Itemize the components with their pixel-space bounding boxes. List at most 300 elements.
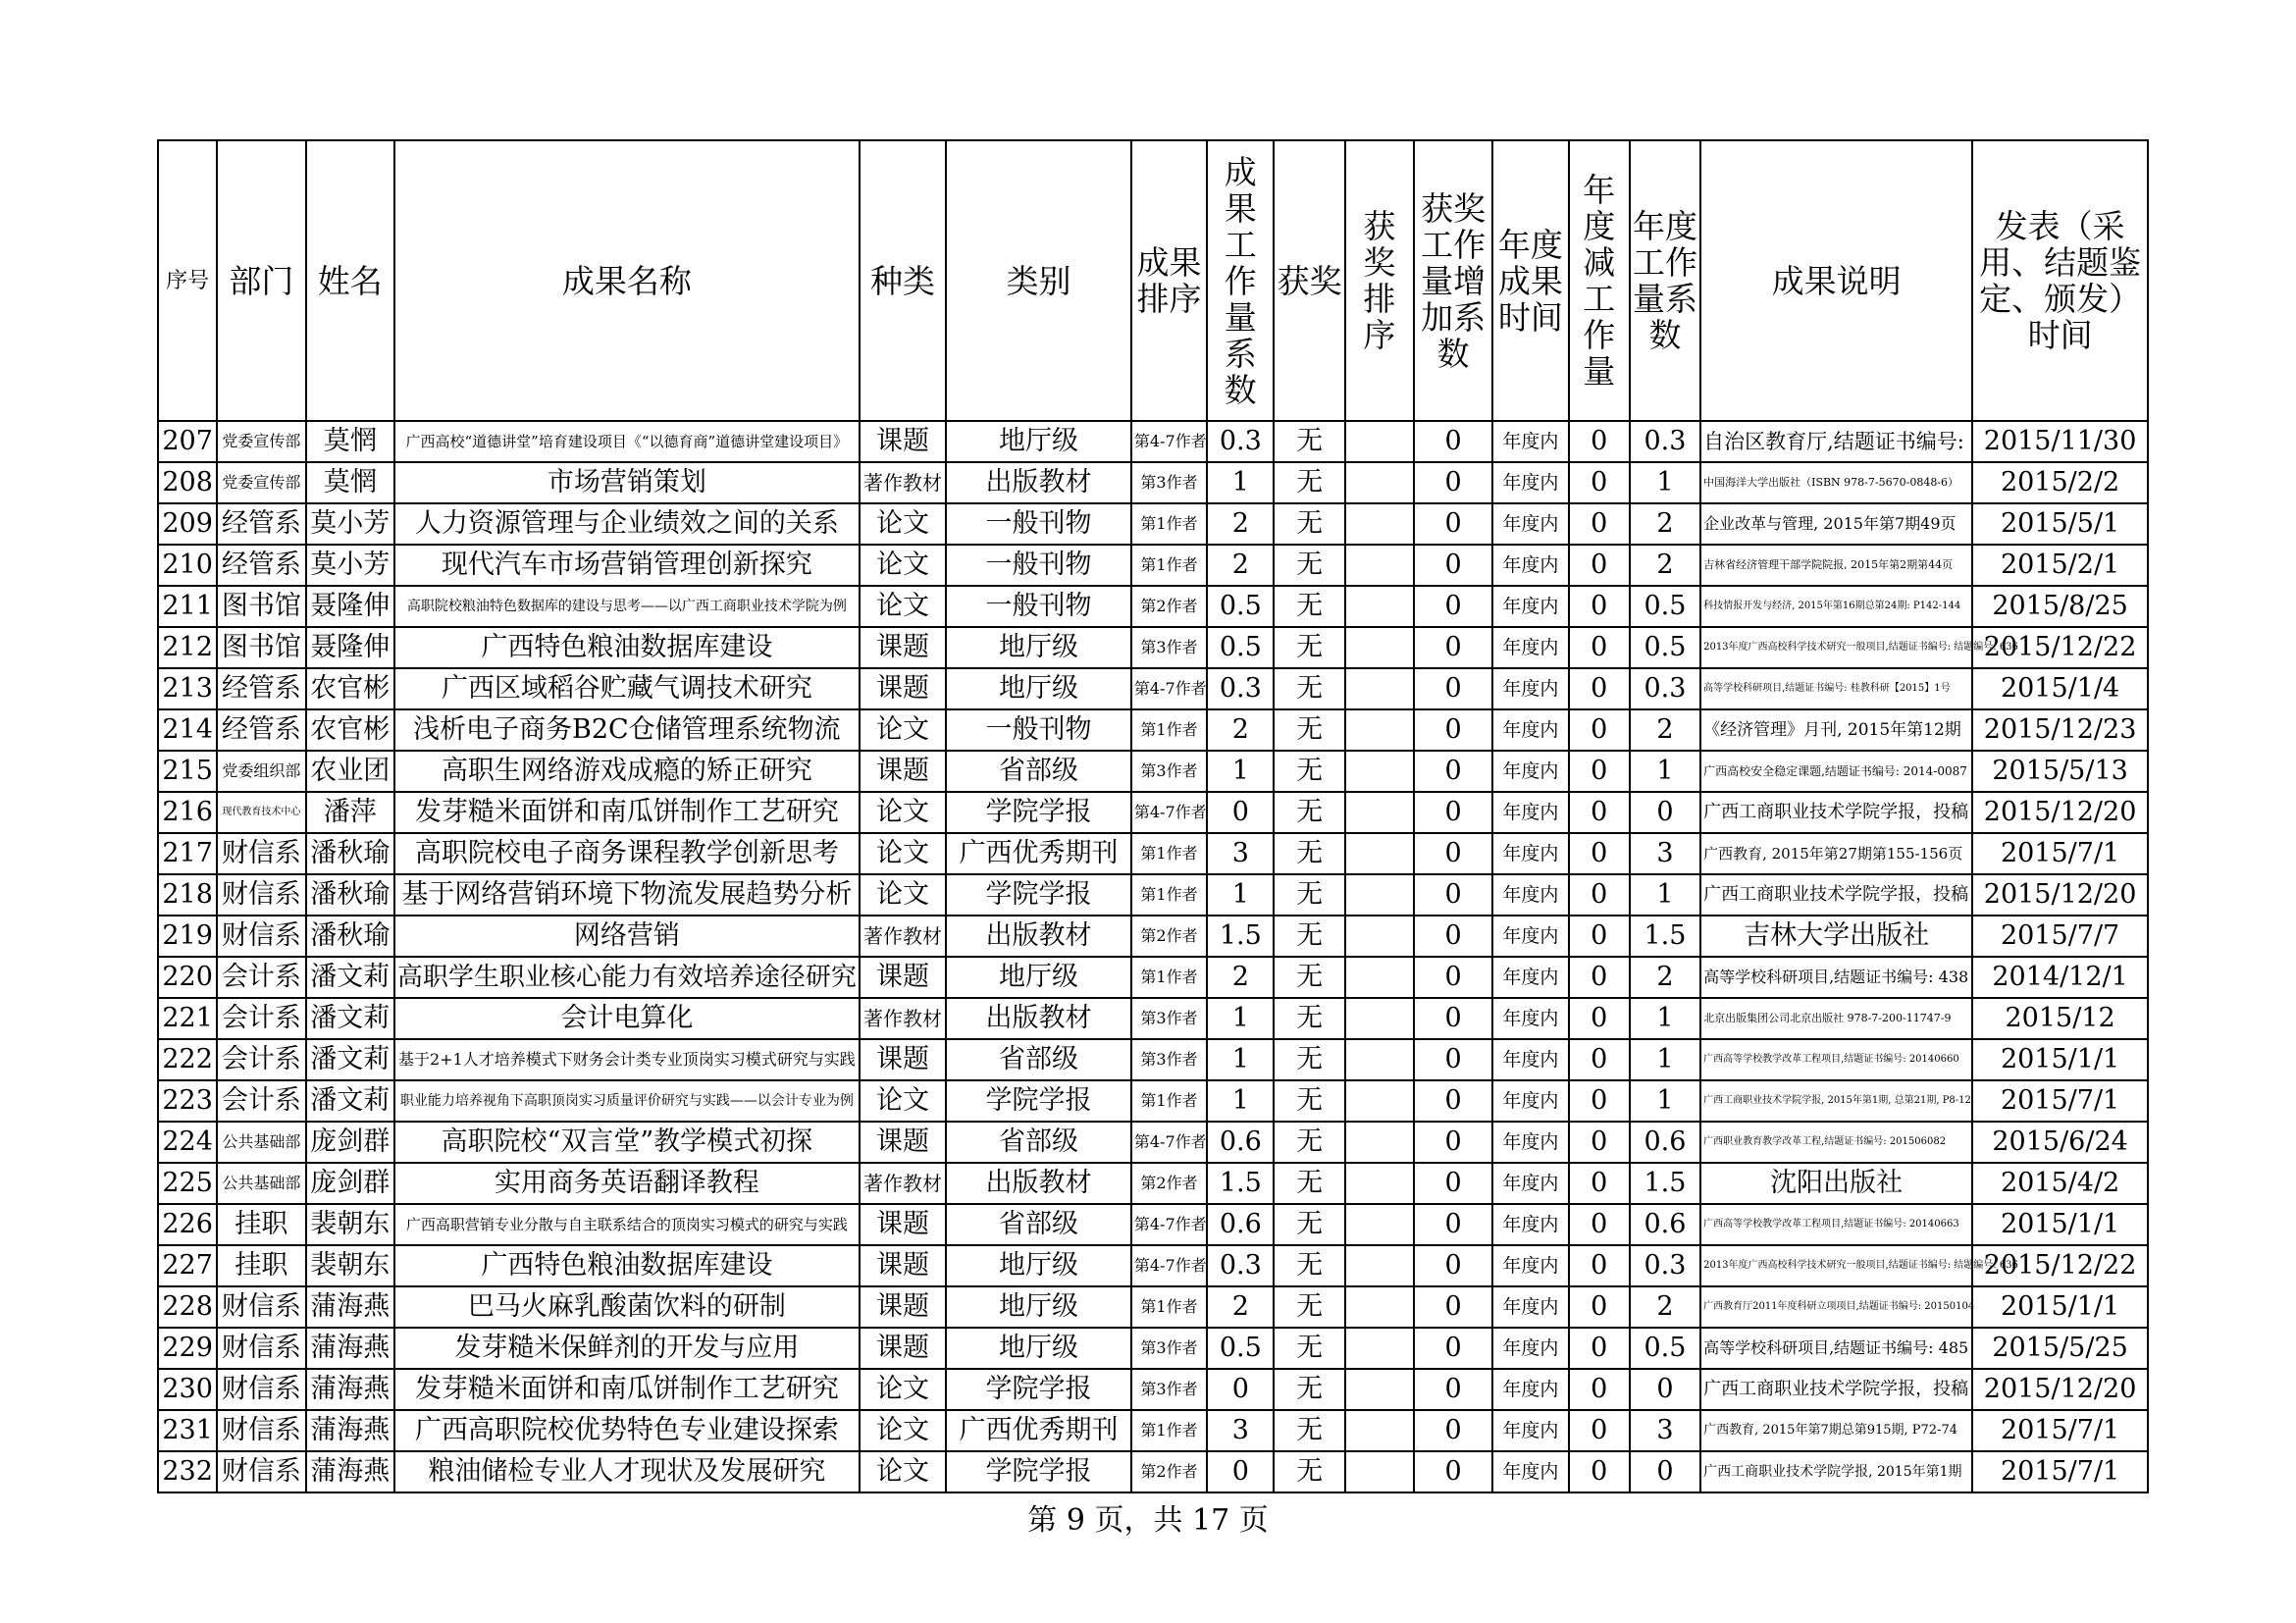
- header-kind: 种类: [860, 140, 946, 421]
- cell-reduce: 0: [1569, 1080, 1630, 1122]
- cell-seq: 228: [158, 1286, 217, 1328]
- cell-category: 地厅级: [946, 1286, 1131, 1328]
- cell-dept: 党委组织部: [217, 751, 305, 792]
- cell-award: 无: [1274, 503, 1344, 545]
- cell-year-time: 年度内: [1492, 462, 1568, 503]
- cell-year-coef: 2: [1630, 545, 1700, 586]
- table-row: [158, 833, 2148, 874]
- cell-rank: 第3作者: [1131, 1328, 1207, 1369]
- cell-rank: 第3作者: [1131, 627, 1207, 668]
- cell-year-coef: 3: [1630, 833, 1700, 874]
- cell-award-coef: 0: [1414, 1122, 1492, 1163]
- cell-coef: 1: [1207, 462, 1274, 503]
- cell-award: 无: [1274, 833, 1344, 874]
- cell-name: 潘文莉: [306, 1039, 394, 1080]
- cell-award-rank: [1345, 1080, 1414, 1122]
- cell-coef: 1.5: [1207, 916, 1274, 957]
- cell-dept: 财信系: [217, 1328, 305, 1369]
- cell-category: 一般刊物: [946, 503, 1131, 545]
- cell-reduce: 0: [1569, 1245, 1630, 1286]
- cell-desc: 2013年度广西高校科学技术研究一般项目,结题证书编号: 结题编号: 636: [1700, 627, 1972, 668]
- cell-pub-time: 2015/6/24: [1972, 1122, 2148, 1163]
- cell-category: 出版教材: [946, 1163, 1131, 1204]
- cell-year-time: 年度内: [1492, 421, 1568, 462]
- page-footer: 第 9 页，共 17 页: [1027, 1503, 1269, 1538]
- cell-year-time: 年度内: [1492, 916, 1568, 957]
- cell-year-time: 年度内: [1492, 874, 1568, 916]
- cell-rank: 第1作者: [1131, 545, 1207, 586]
- cell-award: 无: [1274, 1080, 1344, 1122]
- cell-reduce: 0: [1569, 586, 1630, 627]
- cell-desc: 企业改革与管理, 2015年第7期49页: [1700, 503, 1972, 545]
- cell-title: 广西高职院校优势特色专业建设探索: [394, 1410, 860, 1451]
- cell-rank: 第4-7作者: [1131, 668, 1207, 709]
- cell-dept: 现代教育技术中心: [217, 792, 305, 833]
- cell-award-coef: 0: [1414, 421, 1492, 462]
- header-title: 成果名称: [394, 140, 860, 421]
- cell-reduce: 0: [1569, 957, 1630, 998]
- cell-rank: 第3作者: [1131, 1369, 1207, 1410]
- cell-award: 无: [1274, 916, 1344, 957]
- cell-rank: 第2作者: [1131, 1163, 1207, 1204]
- table-row: [158, 751, 2148, 792]
- cell-reduce: 0: [1569, 1286, 1630, 1328]
- table-row: [158, 916, 2148, 957]
- cell-dept: 财信系: [217, 1286, 305, 1328]
- cell-desc: 《经济管理》月刊, 2015年第12期: [1700, 709, 1972, 751]
- cell-name: 庞剑群: [306, 1163, 394, 1204]
- cell-pub-time: 2015/1/1: [1972, 1204, 2148, 1245]
- header-dept: 部门: [217, 140, 305, 421]
- cell-pub-time: 2015/1/1: [1972, 1286, 2148, 1328]
- cell-seq: 226: [158, 1204, 217, 1245]
- cell-reduce: 0: [1569, 1039, 1630, 1080]
- header-award: 获奖: [1274, 140, 1344, 421]
- cell-rank: 第1作者: [1131, 957, 1207, 998]
- cell-award: 无: [1274, 957, 1344, 998]
- cell-award-coef: 0: [1414, 998, 1492, 1039]
- cell-award-rank: [1345, 668, 1414, 709]
- achievements-table: [157, 139, 2149, 1493]
- cell-category: 省部级: [946, 1204, 1131, 1245]
- cell-year-time: 年度内: [1492, 586, 1568, 627]
- cell-seq: 220: [158, 957, 217, 998]
- cell-seq: 216: [158, 792, 217, 833]
- cell-reduce: 0: [1569, 1163, 1630, 1204]
- cell-award: 无: [1274, 874, 1344, 916]
- cell-award-coef: 0: [1414, 627, 1492, 668]
- cell-kind: 论文: [860, 1410, 946, 1451]
- cell-category: 省部级: [946, 1039, 1131, 1080]
- cell-category: 学院学报: [946, 1080, 1131, 1122]
- cell-dept: 挂职: [217, 1204, 305, 1245]
- cell-category: 广西优秀期刊: [946, 833, 1131, 874]
- cell-kind: 论文: [860, 1451, 946, 1492]
- cell-award: 无: [1274, 751, 1344, 792]
- cell-desc: 广西工商职业技术学院学报, 2015年第1期, 总第21期, P8-12: [1700, 1080, 1972, 1122]
- header-coef: 成果工作量系数: [1207, 140, 1274, 421]
- cell-pub-time: 2015/7/1: [1972, 1451, 2148, 1492]
- header-name: 姓名: [306, 140, 394, 421]
- cell-year-time: 年度内: [1492, 1245, 1568, 1286]
- cell-seq: 217: [158, 833, 217, 874]
- table-row: [158, 627, 2148, 668]
- cell-award: 无: [1274, 627, 1344, 668]
- cell-coef: 0: [1207, 1451, 1274, 1492]
- table-row: [158, 545, 2148, 586]
- cell-category: 学院学报: [946, 874, 1131, 916]
- cell-dept: 公共基础部: [217, 1163, 305, 1204]
- cell-award-coef: 0: [1414, 1163, 1492, 1204]
- cell-pub-time: 2015/8/25: [1972, 586, 2148, 627]
- cell-seq: 223: [158, 1080, 217, 1122]
- cell-title: 发芽糙米面饼和南瓜饼制作工艺研究: [394, 1369, 860, 1410]
- cell-year-coef: 0.3: [1630, 1245, 1700, 1286]
- cell-reduce: 0: [1569, 462, 1630, 503]
- cell-year-time: 年度内: [1492, 1163, 1568, 1204]
- cell-seq: 214: [158, 709, 217, 751]
- cell-seq: 227: [158, 1245, 217, 1286]
- cell-year-coef: 2: [1630, 709, 1700, 751]
- cell-year-time: 年度内: [1492, 792, 1568, 833]
- cell-title: 高职院校粮油特色数据库的建设与思考——以广西工商职业技术学院为例: [394, 586, 860, 627]
- cell-dept: 挂职: [217, 1245, 305, 1286]
- cell-award-rank: [1345, 1328, 1414, 1369]
- header-award-coef: 获奖工作量增加系数: [1414, 140, 1492, 421]
- cell-award-rank: [1345, 1245, 1414, 1286]
- cell-seq: 209: [158, 503, 217, 545]
- cell-category: 地厅级: [946, 668, 1131, 709]
- cell-award-rank: [1345, 1163, 1414, 1204]
- table-row: [158, 1245, 2148, 1286]
- cell-dept: 党委宣传部: [217, 462, 305, 503]
- cell-award: 无: [1274, 1286, 1344, 1328]
- cell-coef: 2: [1207, 1286, 1274, 1328]
- cell-year-coef: 2: [1630, 957, 1700, 998]
- cell-seq: 232: [158, 1451, 217, 1492]
- cell-name: 裴朝东: [306, 1245, 394, 1286]
- cell-pub-time: 2015/12: [1972, 998, 2148, 1039]
- cell-title: 高职院校“双言堂”教学模式初探: [394, 1122, 860, 1163]
- cell-award-coef: 0: [1414, 916, 1492, 957]
- cell-award-rank: [1345, 1410, 1414, 1451]
- cell-coef: 0.6: [1207, 1122, 1274, 1163]
- cell-award: 无: [1274, 1039, 1344, 1080]
- cell-category: 出版教材: [946, 462, 1131, 503]
- cell-award-rank: [1345, 1369, 1414, 1410]
- cell-name: 潘文莉: [306, 998, 394, 1039]
- cell-category: 出版教材: [946, 916, 1131, 957]
- cell-seq: 211: [158, 586, 217, 627]
- cell-year-coef: 1: [1630, 462, 1700, 503]
- cell-dept: 财信系: [217, 1369, 305, 1410]
- cell-award-coef: 0: [1414, 874, 1492, 916]
- cell-award-coef: 0: [1414, 1410, 1492, 1451]
- cell-reduce: 0: [1569, 545, 1630, 586]
- cell-award: 无: [1274, 1163, 1344, 1204]
- cell-award: 无: [1274, 709, 1344, 751]
- cell-year-coef: 1: [1630, 874, 1700, 916]
- cell-name: 莫小芳: [306, 503, 394, 545]
- cell-year-time: 年度内: [1492, 709, 1568, 751]
- cell-dept: 图书馆: [217, 627, 305, 668]
- cell-title: 浅析电子商务B2C仓储管理系统物流: [394, 709, 860, 751]
- cell-name: 潘萍: [306, 792, 394, 833]
- cell-year-time: 年度内: [1492, 1369, 1568, 1410]
- cell-kind: 课题: [860, 1122, 946, 1163]
- cell-coef: 0: [1207, 792, 1274, 833]
- header-pub-time: 发表（采用、结题鉴定、颁发）时间: [1972, 140, 2148, 421]
- cell-name: 蒲海燕: [306, 1410, 394, 1451]
- cell-year-time: 年度内: [1492, 668, 1568, 709]
- cell-rank: 第1作者: [1131, 1286, 1207, 1328]
- cell-year-time: 年度内: [1492, 1328, 1568, 1369]
- cell-coef: 1: [1207, 1080, 1274, 1122]
- cell-name: 蒲海燕: [306, 1369, 394, 1410]
- cell-reduce: 0: [1569, 1451, 1630, 1492]
- cell-dept: 会计系: [217, 998, 305, 1039]
- cell-title: 实用商务英语翻译教程: [394, 1163, 860, 1204]
- table-row: [158, 1410, 2148, 1451]
- cell-award-rank: [1345, 709, 1414, 751]
- cell-seq: 224: [158, 1122, 217, 1163]
- cell-dept: 图书馆: [217, 586, 305, 627]
- cell-coef: 0.3: [1207, 1245, 1274, 1286]
- cell-year-time: 年度内: [1492, 1204, 1568, 1245]
- cell-name: 蒲海燕: [306, 1328, 394, 1369]
- table-row: [158, 503, 2148, 545]
- cell-year-coef: 0.6: [1630, 1204, 1700, 1245]
- cell-award-coef: 0: [1414, 462, 1492, 503]
- header-award-rank: 获奖排序: [1345, 140, 1414, 421]
- cell-kind: 论文: [860, 1369, 946, 1410]
- table-row: [158, 874, 2148, 916]
- cell-kind: 课题: [860, 1328, 946, 1369]
- table-row: [158, 462, 2148, 503]
- cell-award: 无: [1274, 1410, 1344, 1451]
- cell-coef: 1: [1207, 998, 1274, 1039]
- cell-category: 地厅级: [946, 957, 1131, 998]
- cell-coef: 0.6: [1207, 1204, 1274, 1245]
- cell-desc: 广西工商职业技术学院学报，投稿: [1700, 874, 1972, 916]
- cell-year-time: 年度内: [1492, 1039, 1568, 1080]
- cell-seq: 210: [158, 545, 217, 586]
- cell-category: 出版教材: [946, 998, 1131, 1039]
- cell-seq: 231: [158, 1410, 217, 1451]
- cell-reduce: 0: [1569, 503, 1630, 545]
- cell-year-coef: 1: [1630, 998, 1700, 1039]
- table-row: [158, 586, 2148, 627]
- cell-pub-time: 2015/4/2: [1972, 1163, 2148, 1204]
- cell-desc: 广西教育, 2015年第7期总第915期, P72-74: [1700, 1410, 1972, 1451]
- cell-category: 地厅级: [946, 421, 1131, 462]
- cell-desc: 广西工商职业技术学院学报，投稿: [1700, 792, 1972, 833]
- header-year-coef: 年度工作量系数: [1630, 140, 1700, 421]
- table-row: [158, 1328, 2148, 1369]
- cell-year-time: 年度内: [1492, 503, 1568, 545]
- cell-rank: 第3作者: [1131, 462, 1207, 503]
- cell-category: 广西优秀期刊: [946, 1410, 1131, 1451]
- cell-name: 蒲海燕: [306, 1451, 394, 1492]
- cell-award-rank: [1345, 1039, 1414, 1080]
- cell-category: 地厅级: [946, 627, 1131, 668]
- cell-desc: 高等学校科研项目,结题证书编号: 438: [1700, 957, 1972, 998]
- cell-award-coef: 0: [1414, 1080, 1492, 1122]
- cell-desc: 高等学校科研项目,结题证书编号: 桂教科研【2015】1号: [1700, 668, 1972, 709]
- cell-award-coef: 0: [1414, 1369, 1492, 1410]
- cell-kind: 课题: [860, 1286, 946, 1328]
- cell-pub-time: 2015/12/20: [1972, 874, 2148, 916]
- cell-award: 无: [1274, 1369, 1344, 1410]
- cell-year-coef: 1: [1630, 1039, 1700, 1080]
- cell-reduce: 0: [1569, 998, 1630, 1039]
- cell-category: 学院学报: [946, 792, 1131, 833]
- cell-name: 潘秋瑜: [306, 916, 394, 957]
- cell-desc: 广西高校安全稳定课题,结题证书编号: 2014-0087: [1700, 751, 1972, 792]
- cell-year-coef: 3: [1630, 1410, 1700, 1451]
- cell-award-coef: 0: [1414, 1328, 1492, 1369]
- cell-kind: 论文: [860, 503, 946, 545]
- table-row: [158, 1122, 2148, 1163]
- cell-year-time: 年度内: [1492, 998, 1568, 1039]
- cell-desc: 广西教育厅2011年度科研立项项目,结题证书编号: 20150104: [1700, 1286, 1972, 1328]
- cell-name: 潘文莉: [306, 957, 394, 998]
- cell-coef: 2: [1207, 503, 1274, 545]
- cell-title: 广西特色粮油数据库建设: [394, 627, 860, 668]
- cell-dept: 公共基础部: [217, 1122, 305, 1163]
- cell-desc: 广西工商职业技术学院学报, 2015年第1期: [1700, 1451, 1972, 1492]
- cell-dept: 财信系: [217, 833, 305, 874]
- cell-name: 农业团: [306, 751, 394, 792]
- cell-rank: 第3作者: [1131, 998, 1207, 1039]
- cell-desc: 广西高等学校教学改革工程项目,结题证书编号: 20140663: [1700, 1204, 1972, 1245]
- cell-rank: 第1作者: [1131, 874, 1207, 916]
- cell-award-rank: [1345, 833, 1414, 874]
- cell-year-time: 年度内: [1492, 1286, 1568, 1328]
- cell-seq: 221: [158, 998, 217, 1039]
- header-rank: 成果排序: [1131, 140, 1207, 421]
- cell-rank: 第4-7作者: [1131, 792, 1207, 833]
- cell-seq: 207: [158, 421, 217, 462]
- cell-desc: 北京出版集团公司北京出版社 978-7-200-11747-9: [1700, 998, 1972, 1039]
- cell-coef: 2: [1207, 545, 1274, 586]
- cell-award: 无: [1274, 998, 1344, 1039]
- cell-award: 无: [1274, 586, 1344, 627]
- cell-pub-time: 2015/5/25: [1972, 1328, 2148, 1369]
- cell-award-coef: 0: [1414, 668, 1492, 709]
- cell-desc: 沈阳出版社: [1700, 1163, 1972, 1204]
- table-body: [158, 421, 2148, 1492]
- cell-award-rank: [1345, 503, 1414, 545]
- cell-pub-time: 2015/11/30: [1972, 421, 2148, 462]
- cell-seq: 218: [158, 874, 217, 916]
- cell-award-rank: [1345, 1204, 1414, 1245]
- cell-pub-time: 2015/12/23: [1972, 709, 2148, 751]
- cell-title: 市场营销策划: [394, 462, 860, 503]
- cell-award-coef: 0: [1414, 957, 1492, 998]
- cell-dept: 经管系: [217, 668, 305, 709]
- cell-category: 一般刊物: [946, 709, 1131, 751]
- cell-year-coef: 0.5: [1630, 1328, 1700, 1369]
- cell-title: 高职生网络游戏成瘾的矫正研究: [394, 751, 860, 792]
- cell-pub-time: 2015/7/1: [1972, 833, 2148, 874]
- cell-dept: 经管系: [217, 709, 305, 751]
- cell-title: 广西高校“道德讲堂”培育建设项目《“以德育商”道德讲堂建设项目》: [394, 421, 860, 462]
- cell-rank: 第1作者: [1131, 833, 1207, 874]
- cell-award-coef: 0: [1414, 751, 1492, 792]
- cell-pub-time: 2015/12/20: [1972, 792, 2148, 833]
- cell-year-coef: 1: [1630, 1080, 1700, 1122]
- table-row: [158, 1451, 2148, 1492]
- cell-year-time: 年度内: [1492, 1080, 1568, 1122]
- cell-award-coef: 0: [1414, 833, 1492, 874]
- cell-year-time: 年度内: [1492, 833, 1568, 874]
- cell-title: 粮油储检专业人才现状及发展研究: [394, 1451, 860, 1492]
- cell-year-time: 年度内: [1492, 1451, 1568, 1492]
- cell-reduce: 0: [1569, 792, 1630, 833]
- cell-kind: 课题: [860, 421, 946, 462]
- cell-pub-time: 2014/12/1: [1972, 957, 2148, 998]
- cell-name: 潘秋瑜: [306, 833, 394, 874]
- cell-award-coef: 0: [1414, 1245, 1492, 1286]
- cell-year-coef: 1: [1630, 751, 1700, 792]
- cell-seq: 208: [158, 462, 217, 503]
- table-row: [158, 1204, 2148, 1245]
- cell-award-rank: [1345, 957, 1414, 998]
- cell-year-coef: 1.5: [1630, 1163, 1700, 1204]
- cell-pub-time: 2015/12/22: [1972, 627, 2148, 668]
- cell-title: 基于网络营销环境下物流发展趋势分析: [394, 874, 860, 916]
- cell-award-rank: [1345, 421, 1414, 462]
- cell-pub-time: 2015/7/7: [1972, 916, 2148, 957]
- cell-reduce: 0: [1569, 627, 1630, 668]
- cell-award-coef: 0: [1414, 1039, 1492, 1080]
- cell-dept: 财信系: [217, 874, 305, 916]
- cell-pub-time: 2015/7/1: [1972, 1410, 2148, 1451]
- cell-title: 高职学生职业核心能力有效培养途径研究: [394, 957, 860, 998]
- cell-award-rank: [1345, 586, 1414, 627]
- cell-award-coef: 0: [1414, 792, 1492, 833]
- cell-kind: 论文: [860, 545, 946, 586]
- cell-kind: 论文: [860, 586, 946, 627]
- cell-rank: 第2作者: [1131, 916, 1207, 957]
- cell-kind: 著作教材: [860, 462, 946, 503]
- cell-award: 无: [1274, 1122, 1344, 1163]
- header-desc: 成果说明: [1700, 140, 1972, 421]
- cell-reduce: 0: [1569, 833, 1630, 874]
- cell-year-coef: 0.5: [1630, 627, 1700, 668]
- cell-name: 莫小芳: [306, 545, 394, 586]
- cell-coef: 1: [1207, 1039, 1274, 1080]
- cell-dept: 财信系: [217, 916, 305, 957]
- cell-year-time: 年度内: [1492, 957, 1568, 998]
- cell-name: 潘秋瑜: [306, 874, 394, 916]
- cell-award-rank: [1345, 627, 1414, 668]
- cell-award-rank: [1345, 1451, 1414, 1492]
- cell-coef: 1.5: [1207, 1163, 1274, 1204]
- cell-kind: 课题: [860, 1245, 946, 1286]
- cell-reduce: 0: [1569, 668, 1630, 709]
- cell-coef: 3: [1207, 833, 1274, 874]
- cell-kind: 课题: [860, 1204, 946, 1245]
- cell-pub-time: 2015/2/1: [1972, 545, 2148, 586]
- cell-year-coef: 2: [1630, 1286, 1700, 1328]
- table-row: [158, 1369, 2148, 1410]
- cell-coef: 0.5: [1207, 627, 1274, 668]
- cell-rank: 第1作者: [1131, 709, 1207, 751]
- cell-pub-time: 2015/2/2: [1972, 462, 2148, 503]
- cell-title: 广西特色粮油数据库建设: [394, 1245, 860, 1286]
